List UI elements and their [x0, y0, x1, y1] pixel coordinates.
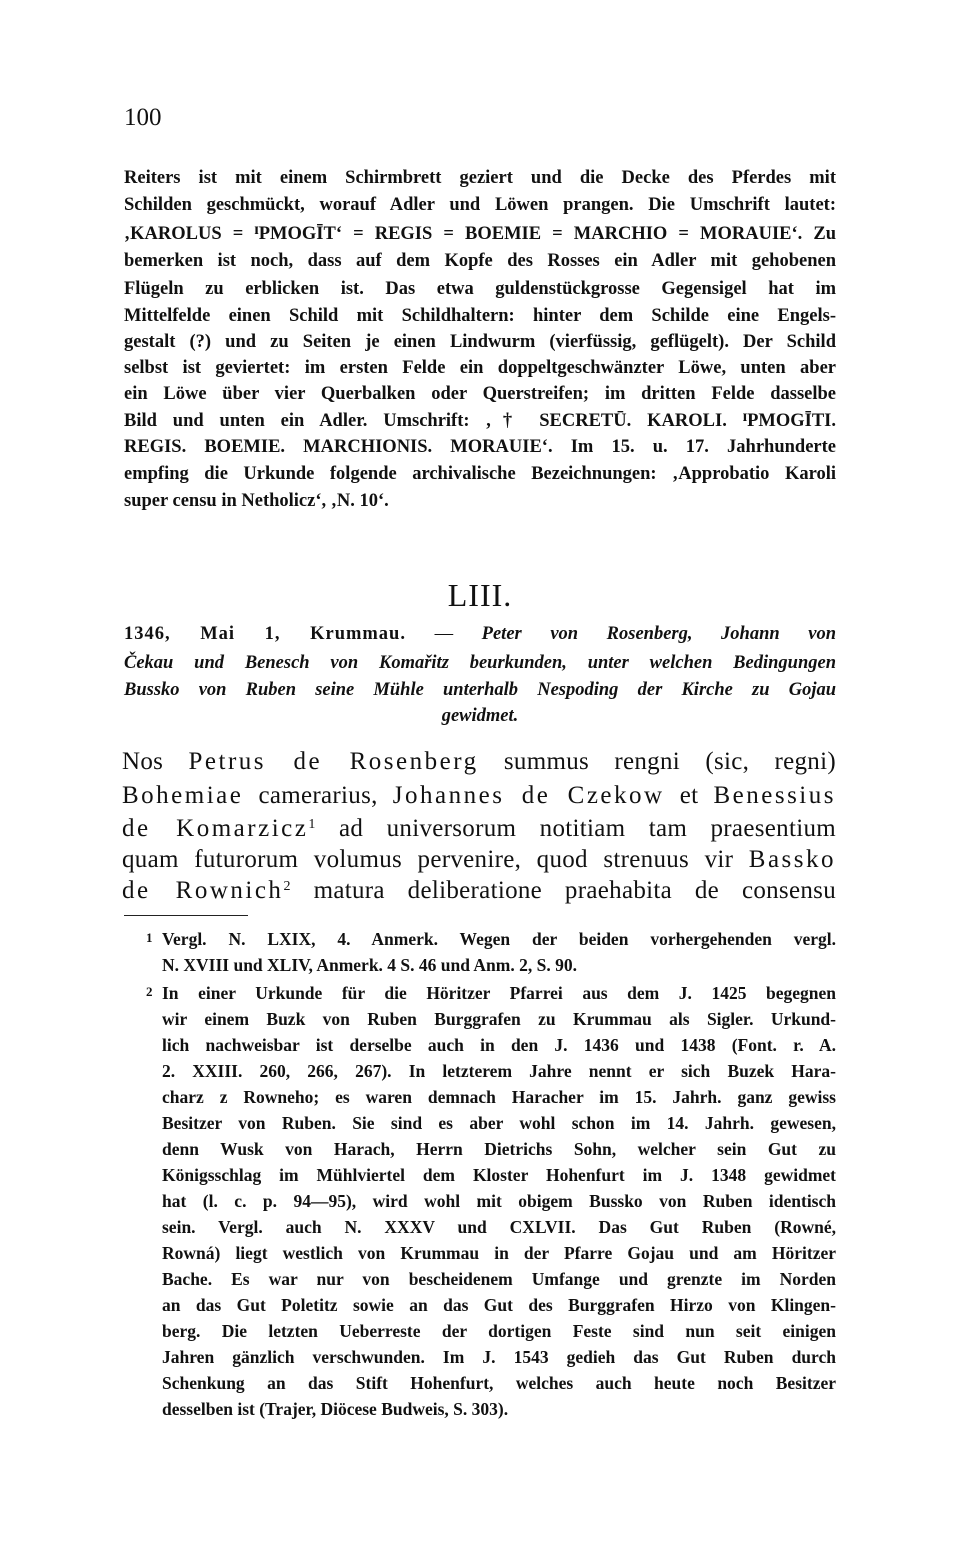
charter-word: Nos — [122, 748, 164, 775]
charter-word: Bohemiae — [122, 782, 244, 809]
charter-word: summus rengni (sic, regni) — [503, 748, 836, 775]
footnote-line: In einer Urkunde für die Höritzer Pfarrei aus dem J. 1425 begegnen — [162, 983, 836, 1003]
footnote-line: lich nachweisbar ist derselbe auch in den J. 1436 und 1438 (Font. r. A. — [162, 1035, 836, 1055]
footnote-line: charz z Rowneho; es waren demnach Haracher im 15. Jahrh. ganz gewiss — [162, 1087, 836, 1107]
body-line: ein Löwe über vier Querbalken oder Querstreifen; im dritten Felde dasselbe — [124, 384, 836, 404]
regest-line — [124, 706, 836, 727]
footnote-separator — [124, 915, 248, 916]
body-line: super censu in Netholicz‘, ‚N. 10‘. — [124, 491, 389, 511]
body-line: Flügeln zu erblicken ist. Das etwa guldenstückgrosse Gegensigel hat im — [124, 279, 836, 299]
regest-line — [124, 680, 836, 701]
regest-text: gewidmet. — [441, 706, 519, 726]
charter-word: et — [679, 782, 699, 809]
footnote-line: Schenkung an das Stift Hohenfurt, welches auch heute noch Besitzer — [162, 1373, 836, 1393]
charter-line — [122, 877, 836, 905]
body-line: ‚KAROLUS = ᴵPMOGĪT‘ = REGIS = BOEMIE = MARCHIO = MORAUIE‘. Zu — [124, 224, 836, 244]
body-line: selbst ist geviertet: im ersten Felde ein doppeltgeschwänzter Löwe, unten aber — [124, 358, 836, 378]
footnote-line: Besitzer von Ruben. Sie sind es aber wohl schon im 14. Jahrh. gewesen, — [162, 1113, 836, 1133]
regest-text: Bussko von Ruben seine Mühle unterhalb Nespoding der Kirche zu Gojau — [124, 680, 836, 700]
footnote-line: Bache. Es war nur von bescheidenem Umfange und grenzte im Norden — [162, 1269, 836, 1289]
footnote-line: sein. Vergl. auch N. XXXV und CXLVII. Das Gut Ruben (Rowné, — [162, 1217, 836, 1237]
body-line: Schilden geschmückt, worauf Adler und Löwen prangen. Die Umschrift lautet: — [124, 195, 836, 215]
regest-date-place: 1346, Mai 1, Krummau. — [124, 624, 406, 644]
person-name: Petrus de Rosenberg — [188, 748, 479, 775]
footnote-mark: 2 — [146, 984, 153, 999]
footnote-line: desselben ist (Trajer, Diöcese Budweis, S. 303). — [162, 1399, 509, 1419]
body-line: Reiters ist mit einem Schirmbrett geziert und die Decke des Pferdes mit — [124, 168, 836, 188]
document-number: LIII. — [447, 577, 513, 613]
charter-word: quam futurorum volumus pervenire, quod strenuus vir — [122, 846, 734, 873]
footnote-line: Rowná) liegt westlich von Krummau in der Pfarre Gojau und am Höritzer — [162, 1243, 836, 1263]
person-name: Bassko — [748, 846, 836, 873]
body-line: REGIS. BOEMIE. MARCHIONIS. MORAUIE‘. Im 15. u. 17. Jahrhunderte — [124, 437, 836, 457]
body-line: bemerken ist noch, dass auf dem Kopfe des Rosses ein Adler mit gehobenen — [124, 251, 836, 271]
regest-text: Peter von Rosenberg, Johann von — [481, 624, 837, 644]
footnote-line: an das Gut Poletitz sowie an das Gut des Burggrafen Hirzo von Klingen- — [162, 1295, 836, 1315]
footnote-line: 2. XXIII. 260, 266, 267). In letzterem Jahre nennt er sich Buzek Hara- — [162, 1061, 836, 1081]
regest-text: Čekau und Benesch von Komařitz beurkunden, unter welchen Bedingungen — [124, 653, 836, 673]
body-line: Bild und unten ein Adler. Umschrift: ‚† SECRETŪ. KAROLI. ᴵPMOGĪTI. — [124, 411, 836, 431]
charter-line — [122, 846, 836, 874]
page-number: 100 — [124, 104, 162, 131]
regest-dash: — — [434, 624, 454, 644]
charter-line — [122, 748, 836, 776]
footnote-line: denn Wusk von Harach, Herrn Dietrichs Sohn, welcher sein Gut zu — [162, 1139, 836, 1159]
footnote-ref: 1 — [308, 817, 316, 832]
regest-line — [124, 653, 836, 674]
body-line: Mittelfelde einen Schild mit Schildhaltern: hinter dem Schilde eine Engels- — [124, 306, 836, 326]
person-name: de Komarzicz — [122, 815, 309, 842]
footnote-line: N. XVIII und XLIV, Anmerk. 4 S. 46 und Anm. 2, S. 90. — [162, 955, 577, 975]
footnote-line: Königsschlag im Mühlviertel dem Kloster Hohenfurt im J. 1348 gewidmet — [162, 1165, 836, 1185]
charter-line — [122, 782, 836, 810]
footnote-line: Vergl. N. LXIX, 4. Anmerk. Wegen der beiden vorhergehenden vergl. — [162, 929, 836, 949]
charter-line — [122, 815, 836, 843]
body-line: empfing die Urkunde folgende archivalische Bezeichnungen: ‚Approbatio Karoli — [124, 464, 836, 484]
person-name: de Rownich — [122, 877, 284, 904]
footnote-line: Jahren gänzlich verschwunden. Im J. 1543 gedieh das Gut Ruben durch — [162, 1347, 836, 1367]
footnote-mark: 1 — [146, 930, 153, 945]
body-line: gestalt (?) und zu Seiten je einen Lindwurm (vierfüssig, geflügelt). Der Schild — [124, 332, 836, 352]
footnote-line: wir einem Buzk von Ruben Burggrafen zu Krummau als Sigler. Urkund- — [162, 1009, 836, 1029]
person-name: Benessius — [713, 782, 836, 809]
charter-word: ad universorum notitiam tam praesentium — [339, 815, 836, 842]
footnote-line: hat (l. c. p. 94—95), wird wohl mit obigem Bussko von Ruben identisch — [162, 1191, 836, 1211]
regest-line — [124, 624, 836, 645]
footnote-ref: 2 — [283, 879, 291, 894]
person-name: Johannes de Czekow — [392, 782, 665, 809]
charter-word: matura deliberatione praehabita de consensu — [313, 877, 836, 904]
charter-word: camerarius, — [258, 782, 378, 809]
footnote-line: berg. Die letzten Ueberreste der dortigen Feste sind nun seit einigen — [162, 1321, 836, 1341]
